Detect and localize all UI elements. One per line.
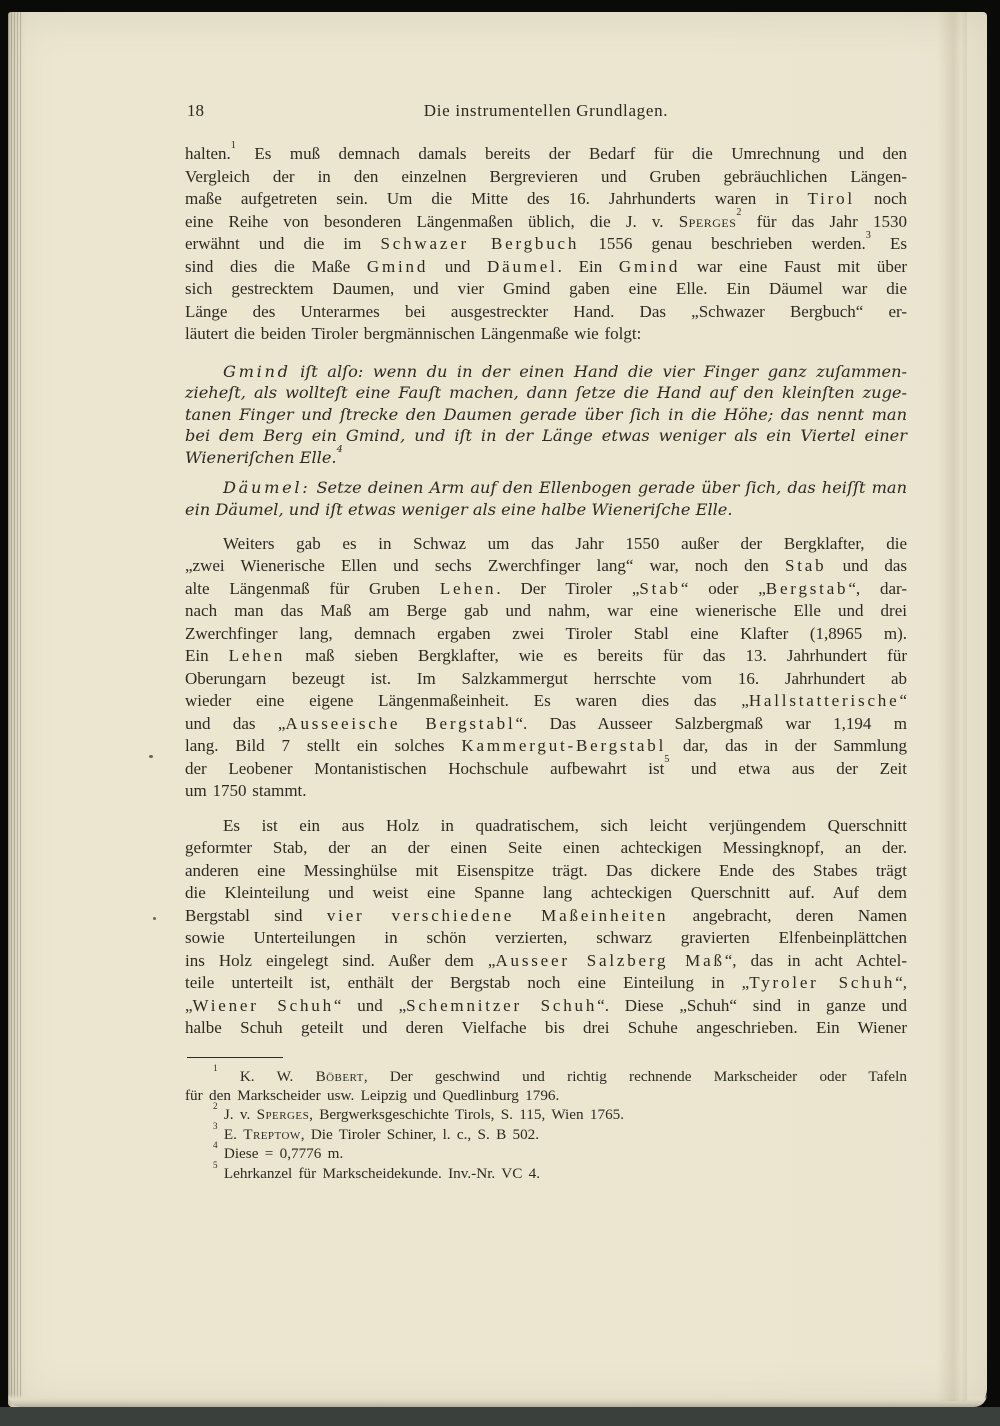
footnote-separator-rule <box>187 1057 283 1058</box>
footnote-marker: 5 <box>664 754 670 766</box>
text-line: $^3$ E. Treptow, Die Tiroler Schiner, l. c., S. B 502. <box>213 1120 540 1143</box>
footnote-marker: 1 <box>230 139 236 151</box>
text-line: läutert die beiden Tiroler bergmännischen Längenmaße wie folgt: <box>185 324 642 343</box>
letterspaced-term: Gmind <box>223 361 291 381</box>
small-caps-name: Böbert <box>315 1067 364 1085</box>
text-line: erwähnt und die im Schwazer Bergbuch 1556 genau beschrieben werden.$^3$ Es <box>185 229 908 253</box>
text-line: sind dies die Maße Gmind und Däumel. Ein Gmind war eine Faust mit über <box>185 256 908 276</box>
text-line: maße aufgetreten sein. Um die Mitte des 16. Jahrhunderts waren in Tirol noch <box>185 189 907 208</box>
paragraph <box>185 533 907 803</box>
small-caps-name: Treptow <box>243 1125 301 1143</box>
small-caps-name: Sperges <box>256 1106 310 1124</box>
text-line: $^5$ Lehrkanzel für Markscheidekunde. Inv.-Nr. VC 4. <box>213 1159 541 1182</box>
text-line: sowie Unterteilungen in schön verzierten, schwarz gravierten Elfenbeinplättchen <box>185 928 907 948</box>
letterspaced-term: Däumel <box>487 256 558 276</box>
footnote-marker: 5 <box>213 1159 218 1170</box>
text-line: $^1$ K. W. Böbert, Der geschwind und richtig rechnende Markscheider oder Tafeln <box>213 1062 907 1085</box>
footnote <box>185 1140 907 1163</box>
letterspaced-term: Wiener Schuh <box>192 995 334 1015</box>
letterspaced-term: Däumel: <box>223 478 311 498</box>
footnote-marker: 4 <box>336 444 343 456</box>
letterspaced-term: Bergstab <box>765 578 849 598</box>
text-line: Oberungarn bezeugt ist. Im Salzkammergut herrschte vom 16. Jahrhundert ab <box>185 668 907 688</box>
text-line: alte Längenmaß für Gruben Lehen. Der Tiroler „Stab“ oder „Bergstab“, dar- <box>185 578 907 598</box>
text-line: Gmind iſt alſo: wenn du in der einen Hand die vier Finger ganz zuſammen- <box>223 361 907 381</box>
scan-speck <box>149 755 153 758</box>
letterspaced-term: Hallstatterische <box>748 691 900 711</box>
letterspaced-term: Ausseer Salzberg Maß <box>495 950 725 970</box>
text-line: Es ist ein aus Holz in quadratischem, sich leicht verjüngendem Querschnitt <box>223 815 907 835</box>
text-line: wieder eine eigene Längenmaßeinheit. Es waren dies das „Hallstatterische“ <box>185 691 907 711</box>
text-line: die Kleinteilung und weist eine Spanne lang achteckigen Querschnitt auf. Auf dem <box>185 883 907 903</box>
footnote-marker: 3 <box>213 1120 218 1131</box>
text-line: um 1750 stammt. <box>185 781 307 801</box>
letterspaced-term: Schwazer Bergbuch <box>380 234 580 253</box>
text-line: ein Däumel, und iſt etwas weniger als eine halbe Wieneriſche Elle. <box>185 500 733 520</box>
text-line: Zwerchfinger lang, demnach ergaben zwei Tiroler Stabl eine Klafter (1,8965 m). <box>185 623 907 643</box>
footnote <box>185 1120 907 1144</box>
text-line: bei dem Berg ein Gmind, und iſt in der Länge etwas weniger als ein Viertel einer <box>185 426 907 446</box>
footnote <box>185 1159 907 1183</box>
paragraph <box>185 139 908 346</box>
page-header <box>185 100 907 122</box>
text-line: „zwei Wienerische Ellen und sechs Zwerchfinger lang“ war, noch den Stab und das <box>185 556 907 576</box>
text-line: und das „Ausseeische Bergstabl“. Das Ausseer Salzbergmaß war 1,194 m <box>185 713 907 733</box>
text-line: $^2$ J. v. Sperges, Bergwerksgeschichte Tirols, S. 115, Wien 1765. <box>213 1101 625 1124</box>
paragraph <box>185 361 907 469</box>
text-line: der Leobener Montanistischen Hochschule aufbewahrt ist$^5$ und etwa aus der Zeit <box>185 754 907 778</box>
text-line: lang. Bild 7 stellt ein solches Kammergut-Bergstabl dar, das in der Sammlung <box>185 736 907 756</box>
text-line: Ein Lehen maß sieben Bergklafter, wie es bereits für das 13. Jahrhundert für <box>185 646 907 666</box>
text-line: für den Markscheider usw. Leipzig und Quedlinburg 1796. <box>185 1087 560 1105</box>
text-line: nach man das Maß am Berge gab und nahm, war eine wienerische Elle und drei <box>185 601 907 621</box>
page-crease-shadow <box>937 12 967 1401</box>
scan-speck <box>153 917 156 920</box>
letterspaced-term: Gmind <box>618 256 681 276</box>
letterspaced-term: Ausseeische Bergstabl <box>285 713 516 733</box>
letterspaced-term: Schemnitzer Schuh <box>406 995 598 1015</box>
text-line: Bergstabl sind vier verschiedene Maßeinheiten angebracht, deren Namen <box>185 905 907 925</box>
letterspaced-term: vier verschiedene Maßeinheiten <box>326 905 669 925</box>
text-line: tanen Finger und ſtrecke den Daumen gerade über ſich in die Höhe; das nennt man <box>185 404 907 424</box>
text-line: halbe Schuh geteilt und deren Vielfache bis drei Schuhe angeschrieben. Ein Wiener <box>185 1018 907 1038</box>
footnote <box>185 1062 907 1106</box>
letterspaced-term: Lehen <box>439 578 497 598</box>
text-line: zieheſt, als wollteſt eine Fauſt machen, dann ſetze die Hand auf den kleinſten zuge- <box>185 383 907 403</box>
text-line: Wieneriſchen Elle.$^4$ <box>185 444 343 467</box>
text-line: eine Reihe von besonderen Längenmaßen üblich, die J. v. Sperges$^2$ für das Jahr 1530 <box>185 207 907 231</box>
letterspaced-term: Tyroler Schuh <box>749 973 896 993</box>
letterspaced-term: Stab <box>784 556 827 576</box>
text-line: Länge des Unterarmes bei ausgestreckter Hand. Das „Schwazer Bergbuch“ er- <box>185 301 907 321</box>
text-line: „Wiener Schuh“ und „Schemnitzer Schuh“. Diese „Schuh“ sind in ganze und <box>185 995 908 1015</box>
text-line: Däumel: Setze deinen Arm auf den Ellenbogen gerade über ſich, das heiſſt man <box>223 478 907 498</box>
footnote-marker: 2 <box>736 207 742 219</box>
text-line: Vergleich der in den einzelnen Bergrevieren und Gruben gebräuchlichen Längen- <box>185 166 907 186</box>
footnote-marker: 3 <box>865 229 871 241</box>
running-title: Die instrumentellen Grundlagen. <box>423 101 669 120</box>
text-line: ins Holz eingelegt sind. Außer dem „Ausseer Salzberg Maß“, das in acht Achtel- <box>185 950 907 970</box>
text-line: anderen eine Messinghülse mit Eisenspitze trägt. Das dickere Ende des Stabes trägt <box>185 860 907 880</box>
book-page <box>8 12 987 1407</box>
letterspaced-term: Gmind <box>366 256 429 276</box>
footnote-marker: 4 <box>213 1140 218 1151</box>
table-surface <box>0 1407 1000 1426</box>
small-caps-name: Sperges <box>678 211 737 231</box>
paragraph <box>185 815 907 1040</box>
footnote-marker: 1 <box>213 1062 218 1073</box>
footnote <box>185 1101 907 1124</box>
text-line: sich gestrecktem Daumen, und vier Gmind gaben eine Elle. Ein Däumel war die <box>185 279 907 298</box>
letterspaced-term: Lehen <box>228 646 286 666</box>
text-line: teile unterteilt ist, enthält der Bergstab noch eine Einteilung in „Tyroler Schuh“, <box>185 973 907 993</box>
text-line: halten.$^1$ Es muß demnach damals bereits der Bedarf für die Umrechnung und den <box>185 139 907 163</box>
page-number: 18 <box>187 101 204 120</box>
page-stack-bottom-edge <box>8 1394 987 1407</box>
footnotes-section <box>185 1062 907 1183</box>
text-line: $^4$ Diese = 0,7776 m. <box>213 1140 344 1163</box>
text-column <box>185 100 907 1183</box>
body-text <box>185 139 908 1040</box>
letterspaced-term: Tirol <box>807 189 855 208</box>
footnote-marker: 2 <box>213 1101 218 1112</box>
paragraph <box>185 477 907 520</box>
text-line: Weiters gab es in Schwaz um das Jahr 1550 außer der Bergklafter, die <box>223 533 907 553</box>
text-line: geformter Stab, der an der einen Seite einen achteckigen Messingknopf, an der. <box>185 838 907 858</box>
letterspaced-term: Stab <box>639 578 681 598</box>
letterspaced-term: Kammergut-Bergstabl <box>461 736 667 756</box>
page-stack-left-edge <box>8 12 21 1407</box>
